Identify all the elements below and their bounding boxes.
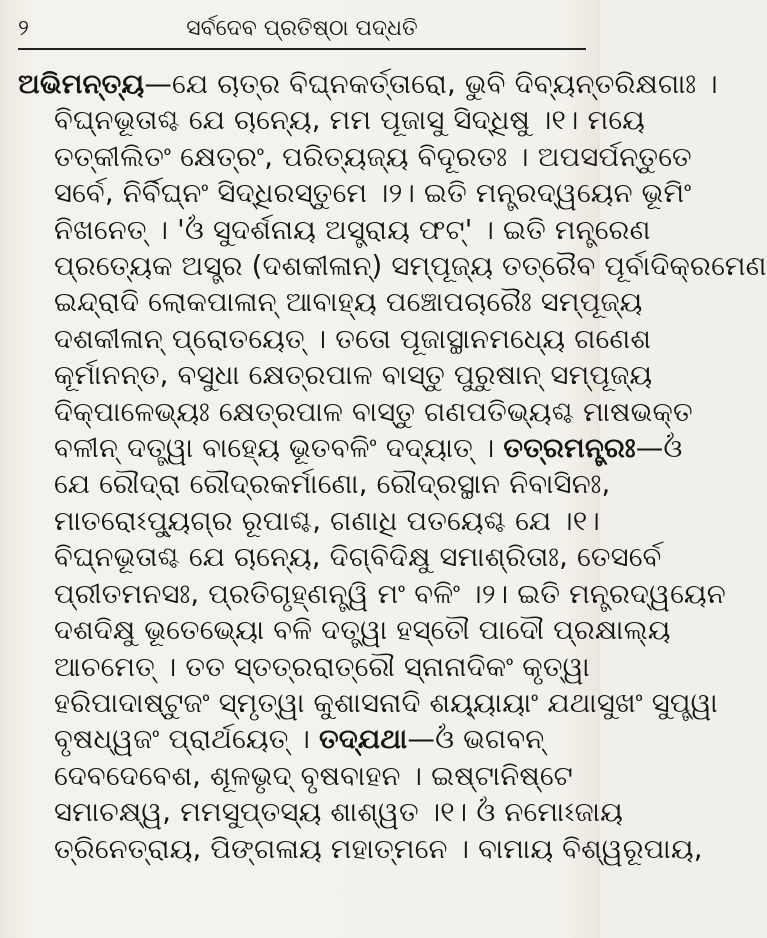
text-line: ଯେ ରୌଦ୍ରା ରୌଦ୍ରକର୍ମାଣୋ, ରୌଦ୍ରସ୍ଥାନ ନିବାସିନଃ, xyxy=(54,468,611,501)
bold-term: ତତ୍ରମନ୍ତ୍ରଃ xyxy=(503,432,636,465)
bold-term: ତଦ୍‌ଯଥା xyxy=(318,723,408,756)
text-line: ତ୍ରିନେତ୍ରାୟ, ପିଙ୍ଗଳାୟ ମହାତ୍ମନେ । ବାମାୟ ବିଶ୍ୱରୂପାୟ, xyxy=(54,832,703,865)
text-line: ମାତରୋଽପ୍ୟୁଗ୍ର ରୂପାଶ୍ଚ, ଗଣାଧି ପତୟେଶ୍ଚ ଯେ ।୧। xyxy=(54,504,600,537)
text-line: ବଳୀନ୍ ଦତ୍ତ୍ୱା ବାହ୍ୟେ ଭୂତବଳିଂ ଦଦ୍ୟାତ୍ । ତତ୍ରମନ୍ତ୍ରଃ—ଓଁ xyxy=(54,432,683,465)
text-line: ହରିପାଦାଷ୍ଟୁଜଂ ସ୍ମୃତ୍ୱା କୁଶାସନାଦି ଶୟ୍ୟାୟାଂ ଯଥାସୁଖଂ ସୁପ୍ତ୍ୱା xyxy=(54,686,718,719)
page-header xyxy=(18,8,586,50)
text-line: ଆଚମେତ୍ । ତତ ସ୍ତତ୍ରରାତ୍ରୌ ସ୍ନାନାଦିକଂ କୃତ୍ୱା xyxy=(54,650,590,683)
text-line: ନିଖନେତ୍ । 'ଓଁ ସୁଦର୍ଶନାୟ ଅସ୍ତ୍ରାୟ ଫଟ୍' । ଇତି ମନ୍ତ୍ରେଣ xyxy=(54,213,651,246)
text-line: କୂର୍ମାନନ୍ତ, ବସୁଧା କ୍ଷେତ୍ରପାଳ ବାସ୍ତୁ ପୁରୁଷାନ୍ ସମ୍ପୂଜ୍ୟ xyxy=(54,359,653,392)
page-number: ୨ xyxy=(18,15,29,41)
text-line: ଦିକ୍‌ପାଳେଭ୍ୟଃ କ୍ଷେତ୍ରପାଳ ବାସ୍ତୁ ଗଣପତିଭ୍ୟଶ୍ଚ ମାଷଭକ୍ତ xyxy=(54,395,693,428)
text-line: ଦେବଦେବେଶ, ଶୂଳଭୃଦ୍ ବୃଷବାହନ । ଇଷ୍ଟାନିଷ୍ଟେ xyxy=(54,759,573,792)
text-line: ବିଘ୍ନଭୂତାଶ୍ଚ ଯେ ଚାନ୍ୟେ, ଦିଗ୍‌ବିଦିକ୍ଷୁ ସମାଶ୍ରିତାଃ, ତେସର୍ବେ xyxy=(54,541,662,574)
text-line: ପ୍ରୀତମନସଃ, ପ୍ରତିଗୃହ୍ଣନ୍ତ୍ୱି ମଂ ବଳିଂ ।୨। ଇତି ମନ୍ତ୍ରଦ୍ୱୟେନ xyxy=(54,577,726,610)
text-line: ବୃଷଧ୍ୱଜଂ ପ୍ରାର୍ଥୟେତ୍ । ତଦ୍‌ଯଥା—ଓଁ ଭଗବନ୍ xyxy=(54,723,545,756)
text-line: ଦଶଦିକ୍ଷୁ ଭୂତେଭ୍ୟୋ ବଳି ଦତ୍ତ୍ୱା ହସ୍ତୌ ପାଦୌ ପ୍ରକ୍ଷାଲ୍ୟ xyxy=(54,614,671,647)
text-line: ବିଘ୍ନଭୂତାଶ୍ଚ ଯେ ଚାନ୍ୟେ, ମମ ପୂଜାସୁ ସିଦ୍ଧିଷୁ ।୧। ମୟେ xyxy=(54,104,646,137)
text-line: ସମାଚକ୍ଷ୍ୱ, ମମସୁପ୍ତସ୍ୟ ଶାଶ୍ୱତ ।୧। ଓଁ ନମୋଽଜାୟ xyxy=(54,796,623,829)
text-line: ପ୍ରତ୍ୟେକ ଅସ୍ତ୍ର (ଦଶକୀଳାନ୍) ସମ୍ପୂଜ୍ୟ ତତ୍ରୈବ ପୂର୍ବାଦିକ୍ରମେଣ xyxy=(54,250,767,283)
bold-term: ଅଭିମନ୍ତ୍ୟ xyxy=(18,68,145,100)
text-line: ସର୍ବେ, ନିର୍ବିଘ୍ନଂ ସିଦ୍ଧିରସ୍ତୁମେ ।୨। ଇତି ମନ୍ତ୍ରଦ୍ୱୟେନ ଭୂମିଂ xyxy=(54,177,692,210)
running-title: ସର୍ବଦେବ ପ୍ରତିଷ୍ଠା ପଦ୍ଧତି xyxy=(186,15,418,41)
text-line: ଇନ୍ଦ୍ରାଦି ଲୋକପାଳାନ୍ ଆବାହ୍ୟ ପଞ୍ଚୋପଚାରୈଃ ସମ୍ପୂଜ୍ୟ xyxy=(54,286,643,319)
body-text xyxy=(18,66,767,867)
text-line: ଅଭିମନ୍ତ୍ୟ—ଯେ ଚାତ୍ର ବିଘ୍ନକର୍ତ୍ତାରୋ, ଭୁବି ଦିବ୍ୟନ୍ତରିକ୍ଷଗାଃ । xyxy=(18,68,718,100)
text-line: ତତ୍‌କୀଲିତଂ କ୍ଷେତ୍ରଂ, ପରିତ୍ୟଜ୍ୟ ବିଦୂରତଃ । ଅପସର୍ପନ୍ତୁତେ xyxy=(54,140,692,173)
text-line: ଦଶକୀଳାନ୍ ପ୍ରୋତୟେତ୍ । ତତୋ ପୂଜାସ୍ଥାନମଧ୍ୟେ ଗଣେଶ xyxy=(54,322,651,355)
